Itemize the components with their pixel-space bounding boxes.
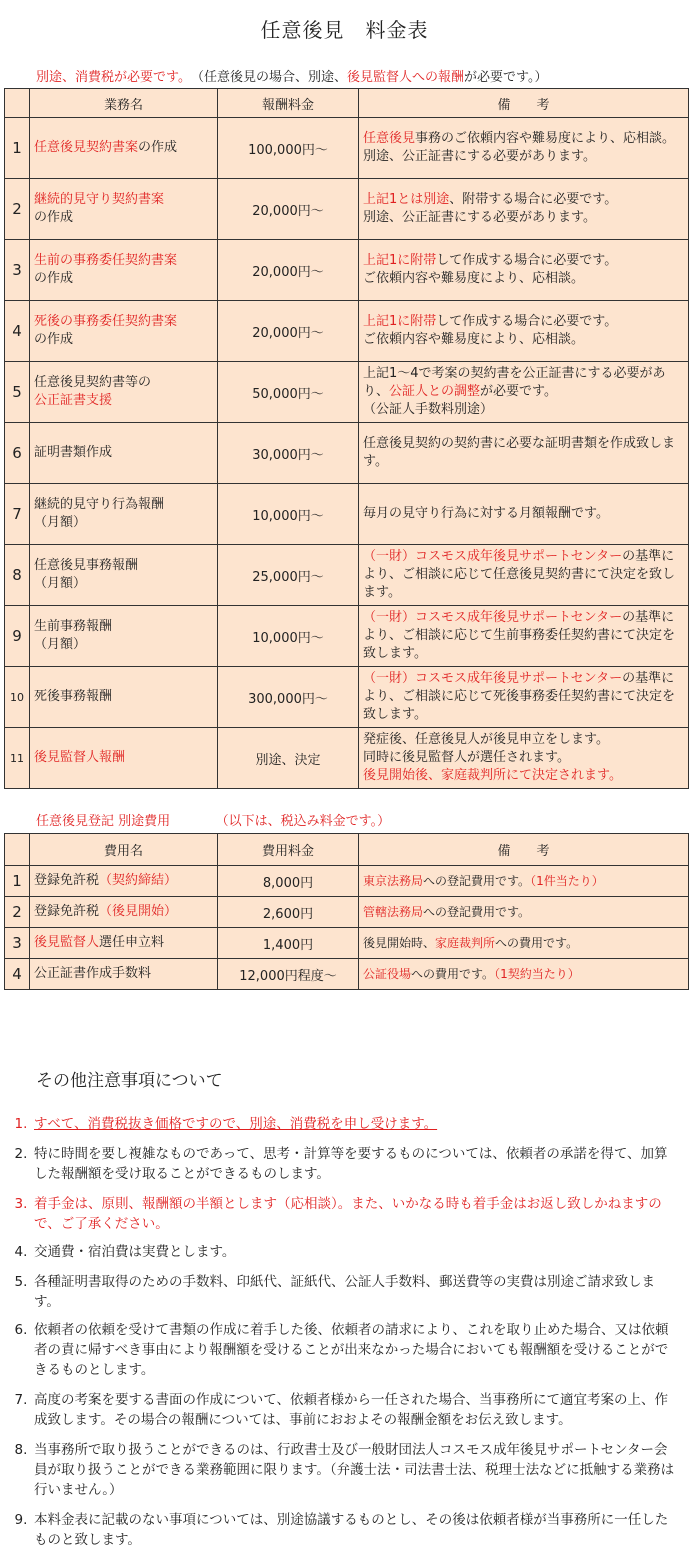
text: の作成 [138,140,178,155]
service-row [5,423,689,484]
highlight-text: 公正証書支援 [34,393,113,408]
text: ご依頼内容や難易度により、応相談。 [363,332,585,347]
cost-name [30,897,218,928]
highlight-text: （一財）コスモス成年後見サポートセンター [363,610,623,625]
text: 任意後見契約書等の [34,375,152,390]
text: 毎月の見守り行為に対する月額報酬です。 [363,506,609,521]
text: （月額） [34,637,87,652]
highlight-text: （一財）コスモス成年後見サポートセンター [363,549,623,564]
service-row [5,606,689,667]
service-remark [359,118,689,179]
service-price: 10,000円〜 [218,606,359,667]
service-row [5,362,689,423]
fee-table [4,88,689,789]
highlight-text: 任意後見 [363,131,416,146]
text: 事務のご依頼内容や難易度により、応相談。 [415,131,676,146]
note-text: すべて、消費税抜き価格ですので、別途、消費税を申し受けます。 [34,1116,438,1132]
text: （月額） [34,576,87,591]
service-row [5,728,689,789]
cost-remark [359,897,689,928]
cost-name [30,866,218,897]
text: への登記費用です。 [423,905,531,919]
registration-note-title: 任意後見登記 別途費用 [36,814,171,829]
service-price: 25,000円〜 [218,545,359,606]
text: 任意後見契約の契約書に必要な証明書類を作成致します。 [363,436,676,469]
row-number: 3 [5,928,30,959]
text: （月額） [34,515,87,530]
header-cost-name: 費用名 [30,834,218,866]
highlight-text: 後見開始後、家庭裁判所にて決定されます。 [363,768,622,783]
service-remark [359,423,689,484]
header-num [5,89,30,118]
service-name [30,484,218,545]
service-name [30,301,218,362]
service-remark [359,728,689,789]
service-price: 50,000円〜 [218,362,359,423]
registration-fee-table [4,833,689,990]
note-item [8,1194,680,1234]
text: （公証人手数料別途） [363,402,494,417]
text: が必要です。 [480,384,557,399]
highlight-text: 家庭裁判所 [435,936,496,950]
note-number: 9. [14,1512,28,1528]
cost-remark [359,928,689,959]
cost-price: 2,600円 [218,897,359,928]
service-row [5,118,689,179]
note-number: 4. [14,1244,28,1260]
header-fee: 報酬料金 [218,89,359,118]
highlight-text: 東京法務局 [363,874,424,888]
service-name [30,118,218,179]
tax-note-supervisor: 後見監督人への報酬 [347,70,465,85]
registration-note-tax: （以下は、税込み料金です。） [222,814,391,829]
text: の基準により、ご相談に応じて任意後見契約書にて決定を致します。 [363,549,676,600]
note-text: 当事務所で取り扱うことができるのは、行政書士及び一般財団法人コスモス成年後見サポートセンター会員が取り扱うことができる業務範囲に限ります。（弁護士法・司法書士法、税理士法などに抵触する業務は行いません。） [34,1442,675,1498]
text: の基準により、ご相談に応じて生前事務委任契約書にて決定を致します。 [363,610,676,661]
cost-row [5,866,689,897]
note-number: 8. [14,1442,28,1458]
service-row [5,667,689,728]
cost-row [5,928,689,959]
note-text: 本料金表に記載のない事項については、別途協議するものとし、その後は依頼者様が当事務所に一任したものと致します。 [34,1512,669,1548]
service-price: 300,000円〜 [218,667,359,728]
text: 上記1〜4で考案の契約書を公正証書にする必要があり、 [363,366,666,399]
highlight-text: 後見監督人報酬 [34,750,126,765]
service-remark [359,301,689,362]
text: の作成 [34,271,74,286]
service-row [5,545,689,606]
service-remark [359,240,689,301]
text: 発症後、任意後見人が後見申立をします。 [363,732,609,747]
row-number: 2 [5,897,30,928]
note-item [8,1320,680,1380]
text: の作成 [34,210,74,225]
note-item [8,1390,680,1430]
highlight-text: （1契約当たり） [494,967,580,981]
text: 生前事務報酬 [34,619,113,634]
row-number: 1 [5,118,30,179]
row-number: 8 [5,545,30,606]
page-title: 任意後見 料金表 [260,18,429,42]
text: 後見開始時、 [363,936,436,950]
highlight-text: （契約締結） [99,873,178,888]
highlight-text: 後見監督人 [34,935,100,950]
note-text: 着手金は、原則、報酬額の半額とします（応相談）。また、いかなる時も着手金はお返し致しかねますので、ご了承ください。 [34,1196,662,1232]
row-number: 1 [5,866,30,897]
service-remark [359,545,689,606]
highlight-text: （1件当たり） [530,874,604,888]
text: 別途、公正証書にする必要があります。 [363,149,596,164]
cost-remark [359,959,689,990]
note-item [8,1510,680,1550]
text: への費用です。 [495,936,579,950]
service-price: 20,000円〜 [218,301,359,362]
service-remark [359,179,689,240]
note-number: 2. [14,1146,28,1162]
header-cost: 費用料金 [218,834,359,866]
text: 公正証書作成手数料 [34,966,152,981]
service-name [30,362,218,423]
header-num [5,834,30,866]
cost-row [5,897,689,928]
highlight-text: 公証役場 [363,967,412,981]
service-name [30,423,218,484]
highlight-text: （一財）コスモス成年後見サポートセンター [363,671,623,686]
service-price: 20,000円〜 [218,179,359,240]
cost-name [30,959,218,990]
service-remark [359,484,689,545]
service-name [30,667,218,728]
notes-list [8,1104,680,1550]
text: 選任申立料 [99,935,165,950]
note-item [8,1272,680,1312]
highlight-text: 上記1とは別途 [363,192,450,207]
service-price: 30,000円〜 [218,423,359,484]
row-number: 7 [5,484,30,545]
text: への費用です。 [411,967,495,981]
row-number: 5 [5,362,30,423]
note-text: 高度の考案を要する書面の作成について、依頼者様から一任された場合、当事務所にて適宜考案の上、作成致します。その場合の報酬については、事前におおよその報酬金額をお伝え致します。 [34,1392,668,1428]
text: 登録免許税 [34,873,100,888]
note-text: 各種証明書取得のための手数料、印紙代、証紙代、公証人手数料、郵送費等の実費は別途ご請求致します。 [34,1274,655,1310]
header-remarks: 備 考 [359,834,689,866]
header-service: 業務名 [30,89,218,118]
highlight-text: 公証人との調整 [389,384,481,399]
registration-note [36,810,390,829]
row-number: 9 [5,606,30,667]
header-remarks: 備 考 [359,89,689,118]
note-number: 1. [14,1116,28,1132]
highlight-text: 継続的見守り契約書案 [34,192,165,207]
cost-name [30,928,218,959]
service-price: 20,000円〜 [218,240,359,301]
service-row [5,484,689,545]
text: 死後事務報酬 [34,689,113,704]
registration-table-header [5,834,689,866]
note-number: 3. [14,1196,28,1212]
cost-remark [359,866,689,897]
note-number: 6. [14,1322,28,1338]
note-number: 7. [14,1392,28,1408]
text: への登記費用です。 [423,874,531,888]
text: して作成する場合に必要です。 [436,253,618,268]
text: 継続的見守り行為報酬 [34,497,165,512]
text: の作成 [34,332,74,347]
note-number: 5. [14,1274,28,1290]
service-name [30,240,218,301]
cost-row [5,959,689,990]
note-item [8,1242,680,1262]
row-number: 10 [5,667,30,728]
cost-price: 1,400円 [218,928,359,959]
highlight-text: 上記1に附帯 [363,253,437,268]
note-item [8,1144,680,1184]
tax-note-text: （任意後見の場合、別途、 [197,70,347,85]
service-name [30,545,218,606]
tax-note-red: 別途、消費税が必要です。 [36,70,185,85]
service-row [5,301,689,362]
text: 、附帯する場合に必要です。 [449,192,618,207]
cost-price: 12,000円程度〜 [218,959,359,990]
highlight-text: （後見開始） [99,904,178,919]
service-remark [359,362,689,423]
row-number: 4 [5,301,30,362]
text: 別途、公正証書にする必要があります。 [363,210,596,225]
note-text: 依頼者の依頼を受けて書類の作成に着手した後、依頼者の請求により、これを取り止めた場合、又は依頼者の責に帰すべき事由により報酬額を受けることが出来なかった場合においても報酬額を受けることができるものとします。 [34,1322,669,1378]
note-text: 交通費・宿泊費は実費とします。 [34,1244,236,1260]
highlight-text: 生前の事務委任契約書案 [34,253,178,268]
service-price: 10,000円〜 [218,484,359,545]
tax-note-end: が必要です。） [464,70,548,85]
fee-table-header [5,89,689,118]
service-row [5,240,689,301]
service-price: 別途、決定 [218,728,359,789]
text: の基準により、ご相談に応じて死後事務委任契約書にて決定を致します。 [363,671,676,722]
highlight-text: 管轄法務局 [363,905,424,919]
service-remark [359,606,689,667]
text: ご依頼内容や難易度により、応相談。 [363,271,585,286]
text: 同時に後見監督人が選任されます。 [363,750,570,765]
text: 登録免許税 [34,904,100,919]
highlight-text: 上記1に附帯 [363,314,437,329]
note-item [8,1114,680,1134]
highlight-text: 死後の事務委任契約書案 [34,314,178,329]
service-name [30,728,218,789]
row-number: 4 [5,959,30,990]
note-text: 特に時間を要し複雑なものであって、思考・計算等を要するものについては、依頼者の承諾を得て、加算した報酬額を受け取ることができるものします。 [34,1146,668,1182]
highlight-text: 任意後見契約書案 [34,140,139,155]
service-remark [359,667,689,728]
tax-note [36,66,547,85]
row-number: 2 [5,179,30,240]
service-row [5,179,689,240]
text: して作成する場合に必要です。 [436,314,618,329]
row-number: 11 [5,728,30,789]
service-price: 100,000円〜 [218,118,359,179]
row-number: 3 [5,240,30,301]
other-notes-title: その他注意事項について [36,1071,223,1091]
text: 任意後見事務報酬 [34,558,139,573]
text: 証明書類作成 [34,445,113,460]
service-name [30,606,218,667]
row-number: 6 [5,423,30,484]
service-name [30,179,218,240]
cost-price: 8,000円 [218,866,359,897]
note-item [8,1440,680,1500]
